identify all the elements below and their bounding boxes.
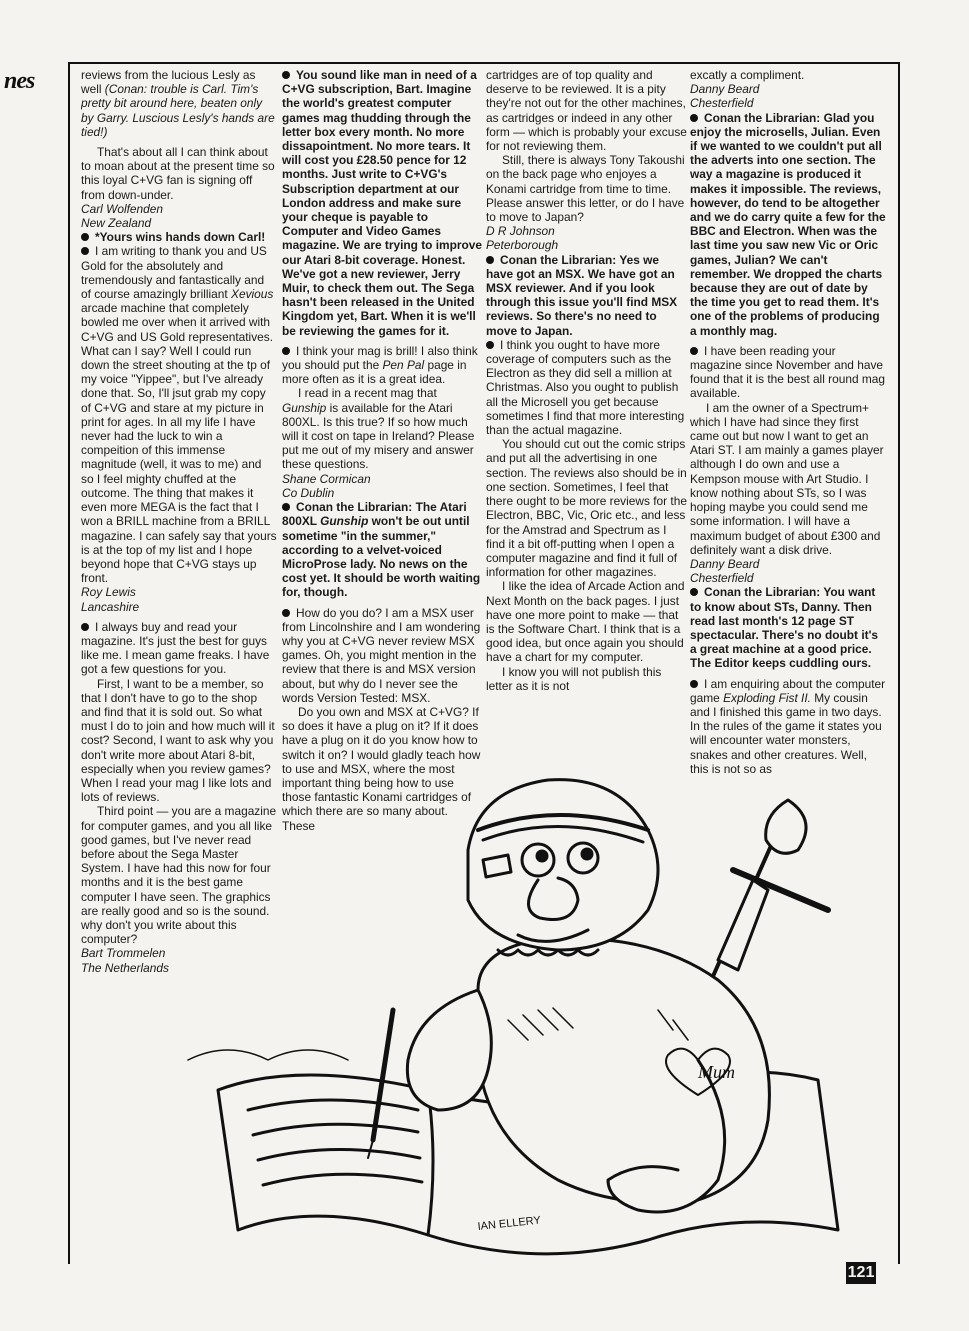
letter-text: Third point — you are a magazine for computer games, and you all like good games, but I've never read before about the Sega Master System. I have had this now for four months and it is the best game computer I have seen. The graphics are really good and so is the sound. why don't you write about this computer?	[81, 804, 277, 947]
bullet-icon	[81, 247, 89, 255]
bullet-icon	[282, 503, 290, 511]
bullet-icon	[690, 588, 698, 596]
letter-signature-name: Danny Beard	[690, 82, 760, 97]
bullet-icon	[486, 256, 494, 264]
letter-text: cartridges are of top quality and deserve to be reviewed. It is a pity they're not out for the other machines, as cartridges or indeed in any other form — which is probably your excuse for not reviewing them.	[486, 68, 687, 154]
letter-signature-name: Roy Lewis	[81, 585, 136, 600]
letter-signature-place: Chesterfield	[690, 96, 754, 111]
bullet-icon	[282, 347, 290, 355]
letter-signature-name: Bart Trommelen	[81, 946, 166, 961]
letter-text: reviews from the lucious Lesly as well (Conan: trouble is Carl. Tim's pretty bit around here, beaten only by Garry. Luscious Lesly's hands are tied!)	[81, 68, 275, 139]
editor-reply: Conan the Librarian: The Atari 800XL Gunship won't be out until sometime "in the summer," according to a velvet-voiced MicroProse lady. No news on the cost yet. It should be worth waiting for, though.	[282, 500, 481, 600]
bullet-icon	[81, 623, 89, 631]
letter-text: How do you do? I am a MSX user from Lincolnshire and I am wondering why you at C+VG never review MSX games. Oh, you might mention in the review that there is and MSX version about, but why do I never see the words Version Tested: MSX.	[282, 605, 481, 705]
page-number: 121	[846, 1262, 876, 1284]
letter-text: I think your mag is brill! I also think you should put the Pen Pal page in more often as it is a great idea.	[282, 343, 478, 387]
letter-text: I think you ought to have more coverage of computers such as the Electron as they did sell a million at Christmas. Also you ought to publish all the Microsell you get because sometimes I find that more interesting than the actual magazine.	[486, 337, 685, 438]
bullet-icon	[282, 71, 290, 79]
letter-text: I read in a recent mag that Gunship is available for the Atari 800XL. Is this true? If so how much will it cost on tape in Ireland? Please put me out of my misery and answer these questions.	[282, 386, 475, 472]
letter-text: I know you will not publish this letter as it is not	[486, 664, 662, 693]
bullet-icon	[486, 341, 494, 349]
letter-signature-place: The Netherlands	[81, 960, 169, 975]
conan-cartoon-illustration	[178, 760, 898, 1300]
bullet-icon	[81, 233, 89, 241]
letter-text: I have been reading your magazine since November and have found that it is the best all round mag available.	[690, 343, 885, 401]
letter-signature-place: Lancashire	[81, 599, 140, 614]
letter-signature-place: Co Dublin	[282, 485, 335, 500]
letter-text: That's about all I can think about to moan about at the present time so this loyal C+VG fan is signing off from down-under.	[81, 145, 275, 202]
bullet-icon	[690, 680, 698, 688]
editor-reply: Conan the Librarian: Yes we have got an MSX. We have got an MSX reviewer. And if you look through this issue you'll find MSX reviews. So there's no need to move to Japan.	[486, 252, 678, 338]
letter-signature-place: Peterborough	[486, 238, 559, 253]
letter-signature-place: Chesterfield	[690, 571, 754, 586]
letter-text: Still, there is always Tony Takoushi on the back page who enjoyes a Konami cartridge from time to time. Please answer this letter, or do I have to move to Japan?	[486, 153, 685, 225]
letter-text: I always buy and read your magazine. It's just the best for guys like me. I mean game freaks. I have got a few questions for you.	[81, 619, 270, 677]
letter-text: I am writing to thank you and US Gold for the absolutely and tremendously and fantastically and of course amazingly brilliant Xevious arcade machine that completely bowled me over when it arrived with C+VG and US Gold representatives. What can I say? Well I could run down the street shouting at the tp of my voice "Yippee", but I've already done that. So, I'll jsut grab my copy of C+VG and stare at my picture in print for ages. In all my life I have never had the luck to win a compeition of this immense magnitude (well, it was to me) and so I feel mighty chuffed at the outcome. The thing that makes it even more MEGA is the fact that I won a BRILL machine from a BRILL magazine. I can safely say that yours is at the top of my list and I hope beyond hope that C+VG stays up front.	[81, 244, 277, 586]
letter-text: You should cut out the comic strips and put all the advertising in one section. The reviews also should be in one section. Sometimes, I feel that there ought to be more reviews for the Electron, BBC, Vic, Oric etc., and less for the Amstrad and Spectrum as I find it a bit off-putting when I open a computer magazine and find it full of information for other magazines.	[486, 437, 687, 580]
letter-signature-name: Danny Beard	[690, 556, 760, 571]
letter-text: I like the idea of Arcade Action and Next Month on the back pages. I just have one more point to make — that is the Software Chart. I think that is a good idea, but once again you should have a chart for my computer.	[486, 579, 685, 665]
letter-signature-place: New Zealand	[81, 216, 152, 231]
editor-reply: You sound like man in need of a C+VG subscription, Bart. Imagine the world's greatest computer games mag thudding through the letter box every month. No more dissapointment. No more tears. It will cost you £28.50 pence for 12 months. Just write to C+VG's Subscription department at our London address and make sure your cheque is payable to Computer and Video Games magazine. We are trying to improve our Atari 8-bit coverage. Honest. We've got a new reviewer, Jerry Muir, to check them out. The Sega hasn't been released in the United Kingdom yet, Bart. When it is we'll be reviewing the games for it.	[282, 68, 482, 338]
letters-column-4	[690, 68, 886, 858]
artist-signature: IAN ELLERY	[477, 1214, 542, 1233]
edge-fragment-text: nes	[4, 68, 35, 94]
previous-page-edge-fragment	[0, 66, 44, 102]
letter-text: I am the owner of a Spectrum+ which I have had since they first came out but now I want to get an Atari ST. I am mainly a games player although I do own and use a Kempson mouse with Art Studio. I know nothing about STs, so I was hoping maybe you could send me some information. I will have a maximum budget of about £300 and definitely want a disk drive.	[690, 400, 884, 557]
editor-reply: Conan the Librarian: Glad you enjoy the microsells, Julian. Even if we wanted to we couldn't put all the adverts into one section. The way a magazine is produced it makes it impossible. The reviews, however, do tend to be altogether and we do carry quite a few for the BBC and Electron. When was the last time you saw new Vic or Oric games, Julian? We can't remember. We dropped the charts because they are out of date by the time you get to read them. It's one of the problems of producing a monthly mag.	[690, 110, 886, 338]
letter-text: I am enquiring about the computer game Exploding Fist II. My cousin and I finished this game in two days. In the rules of the game it states you will encounter water monsters, snakes and other creatures. Well, this is not so as	[690, 676, 886, 776]
letter-text: First, I want to be a member, so that I don't have to go to the shop and find that it is sold out. So what must I do to join and how much will it cost? Second, I want to ask why you don't write more about Atari 8-bit, especially when you review games? When I read your mag I like lots and lots of reviews.	[81, 676, 275, 805]
letter-signature-name: Shane Cormican	[282, 471, 371, 486]
bullet-icon	[690, 347, 698, 355]
bullet-icon	[690, 114, 698, 122]
heart-tattoo-text: Mum	[698, 1062, 735, 1082]
editor-reply: *Yours wins hands down Carl!	[81, 230, 277, 244]
letter-text: excatly a compliment.	[690, 68, 805, 82]
editor-reply: Conan the Librarian: You want to know about STs, Danny. Then read last month's 12 page ST spectacular. There's no doubt it's a great machine at a good price. The Editor keeps cuddling ours.	[690, 585, 879, 671]
bullet-icon	[282, 609, 290, 617]
letter-signature-name: D R Johnson	[486, 224, 555, 239]
letter-text: Do you own and MSX at C+VG? If so does it have a plug on it? If it does have a plug on it do you know how to switch it on? I would gladly teach how to use and MSX, where the most important thing being how to use those fantastic Konami cartridges of which there are so many about. These	[282, 704, 481, 833]
letters-column-3	[486, 68, 687, 788]
letter-signature-name: Carl Wolfenden	[81, 201, 163, 216]
